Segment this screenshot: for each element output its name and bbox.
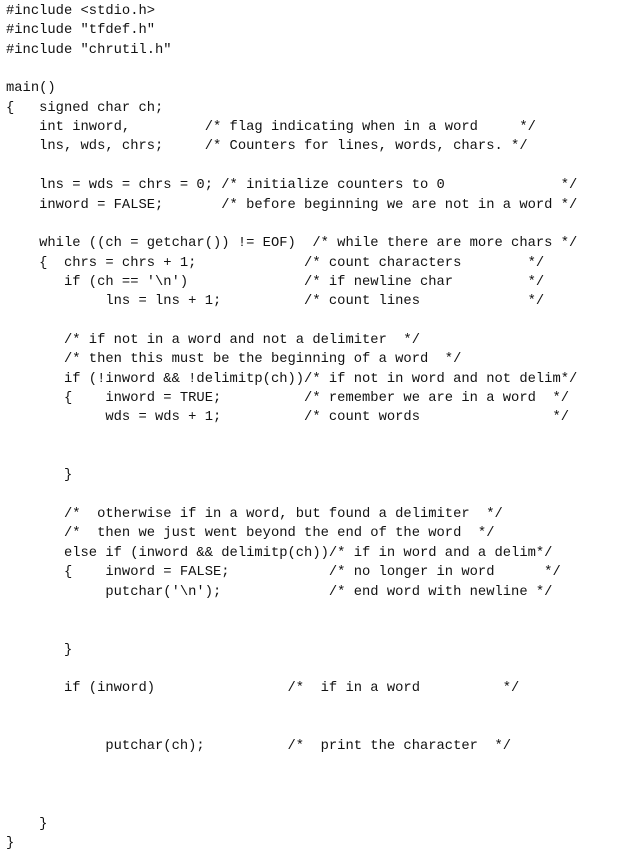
- code-line: int inword, /* flag indicating when in a word */: [6, 120, 536, 136]
- code-line: { inword = TRUE; /* remember we are in a word */: [6, 391, 570, 406]
- code-line: /* then this must be the beginning of a word */: [6, 352, 462, 368]
- code-line: #include "chrutil.h": [6, 42, 172, 58]
- code-line: /* if not in a word and not a delimiter */: [6, 332, 420, 348]
- code-line: lns = lns + 1; /* count lines */: [6, 294, 545, 310]
- code-line: lns, wds, chrs; /* Counters for lines, words, chars. */: [6, 139, 528, 155]
- code-line: if (!inword && !delimitp(ch))/* if not in word and not delim*/: [6, 371, 578, 387]
- code-line: if (ch == '\n') /* if newline char */: [6, 274, 545, 290]
- code-line: lns = wds = chrs = 0; /* initialize counters to 0 */: [6, 178, 578, 194]
- code-line: /* then we just went beyond the end of the word */: [6, 526, 495, 542]
- code-line: }: [6, 642, 73, 658]
- code-line: /* otherwise if in a word, but found a delimiter */: [6, 507, 503, 523]
- code-line: if (inword) /* if in a word */: [6, 681, 520, 697]
- code-line: putchar('\n'); /* end word with newline */: [6, 584, 553, 600]
- code-line: else if (inword && delimitp(ch))/* if in word and a delim*/: [6, 545, 553, 561]
- code-line: }: [6, 816, 48, 832]
- code-line: }: [6, 836, 15, 852]
- code-line: }: [6, 468, 73, 484]
- code-line: inword = FALSE; /* before beginning we are not in a word */: [6, 197, 578, 213]
- code-line: { inword = FALSE; /* no longer in word */: [6, 565, 561, 581]
- code-line: #include "tfdef.h": [6, 23, 156, 39]
- code-line: #include <stdio.h>: [6, 4, 156, 19]
- code-line: { signed char ch;: [6, 100, 164, 116]
- code-line: main(): [6, 81, 56, 97]
- source-code-listing: [6, 2, 622, 854]
- code-line: while ((ch = getchar()) != EOF) /* while there are more chars */: [6, 236, 578, 252]
- code-line: { chrs = chrs + 1; /* count characters */: [6, 255, 545, 271]
- code-line: putchar(ch); /* print the character */: [6, 739, 512, 755]
- code-line: wds = wds + 1; /* count words */: [6, 410, 570, 426]
